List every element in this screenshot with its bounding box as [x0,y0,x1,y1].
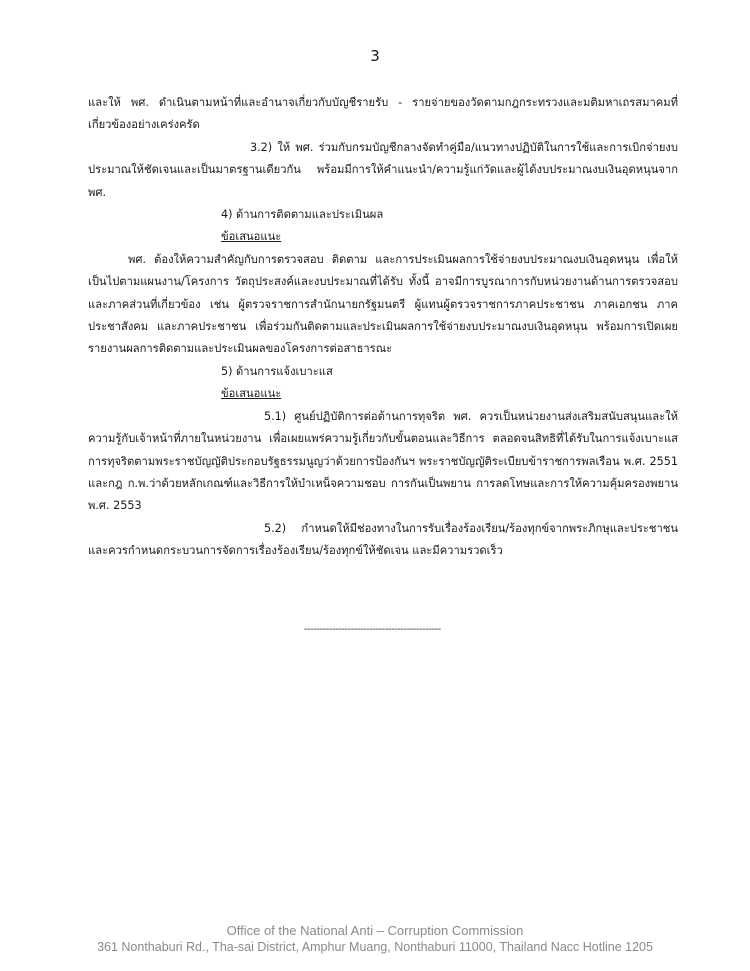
section-5-heading: 5) ด้านการแจ้งเบาะแส [221,364,333,378]
end-divider: -------------------------------------------- [304,624,441,635]
document-body [88,92,678,563]
footer-organization: Office of the National Anti – Corruption Commission [226,923,524,938]
section-5-recommendation-label: ข้อเสนอแนะ [221,387,282,401]
paragraph-account-duties: และให้ พศ. ดำเนินตามหน้าที่และอำนาจเกี่ยวกับบัญชีรายรับ - รายจ่ายของวัดตามกฎกระทรวงและมติมหาเถรสมาคมที่เกี่ยวข้องอย่างเคร่งครัด [88,96,678,132]
section-4-heading: 4) ด้านการติดตามและประเมินผล [221,208,384,222]
page-footer [0,922,750,956]
page-number: 3 [370,47,380,65]
section-4-recommendation-label: ข้อเสนอแนะ [221,230,282,244]
paragraph-3-2: 3.2) ให้ พศ. ร่วมกับกรมบัญชีกลางจัดทำคู่มือ/แนวทางปฏิบัติในการใช้และการเบิกจ่ายงบประมาณให้ชัดเจนและเป็นมาตรฐานเดียวกัน พร้อมมีการให้คำแนะนำ/ความรู้แก่วัดและผู้ได้งบประมาณงบเงินอุดหนุนจาก พศ. [88,140,678,199]
paragraph-section-4: พศ. ต้องให้ความสำคัญกับการตรวจสอบ ติดตาม และการประเมินผลการใช้จ่ายงบประมาณงบเงินอุดหนุน เพื่อให้เป็นไปตามแผนงาน/โครงการ วัตถุประสงค์และงบประมาณที่ได้รับ ทั้งนี้ อาจมีการบูรณาการกับหน่วยงานด้านการตรวจสอบและภาคส่วนที่เกี่ยวข้อง เช่น ผู้ตรวจราชการสำนักนายกรัฐมนตรี ผู้แทนผู้ตรวจราชการภาคประชาชน ภาคเอกชน ภาคประชาสังคม และภาคประชาชน เพื่อร่วมกันติดตามและประเมินผลการใช้จ่ายงบประมาณงบเงินอุดหนุน พร้อมการเปิดเผยรายงานผลการติดตามและประเมินผลของโครงการต่อสาธารณะ [88,252,678,356]
paragraph-5-2: 5.2) กำหนดให้มีช่องทางในการรับเรื่องร้องเรียน/ร้องทุกข์จากพระภิกษุและประชาชน และควรกำหนดกระบวนการจัดการเรื่องร้องเรียน/ร้องทุกข์ให้ชัดเจน และมีความรวดเร็ว [88,521,678,558]
paragraph-5-1: 5.1) ศูนย์ปฏิบัติการต่อต้านการทุจริต พศ. ควรเป็นหน่วยงานส่งเสริมสนับสนุนและให้ความรู้กับเจ้าหน้าที่ภายในหน่วยงาน เพื่อเผยแพร่ความรู้เกี่ยวกับขั้นตอนและวิธีการ ตลอดจนสิทธิที่ได้รับในการแจ้งเบาะแสการทุจริตตามพระราชบัญญัติประกอบรัฐธรรมนูญว่าด้วยการป้องกันฯ พระราชบัญญัติระเบียบข้าราชการพลเรือน พ.ศ. 2551 และกฎ ก.พ.ว่าด้วยหลักเกณฑ์และวิธีการให้บำเหน็จความชอบ การกันเป็นพยาน การลดโทษและการให้ความคุ้มครองพยาน พ.ศ. 2553 [88,409,678,513]
footer-address: 361 Nonthaburi Rd., Tha-sai District, Amphur Muang, Nonthaburi 11000, Thailand Nacc Hotline 1205 [97,940,653,954]
